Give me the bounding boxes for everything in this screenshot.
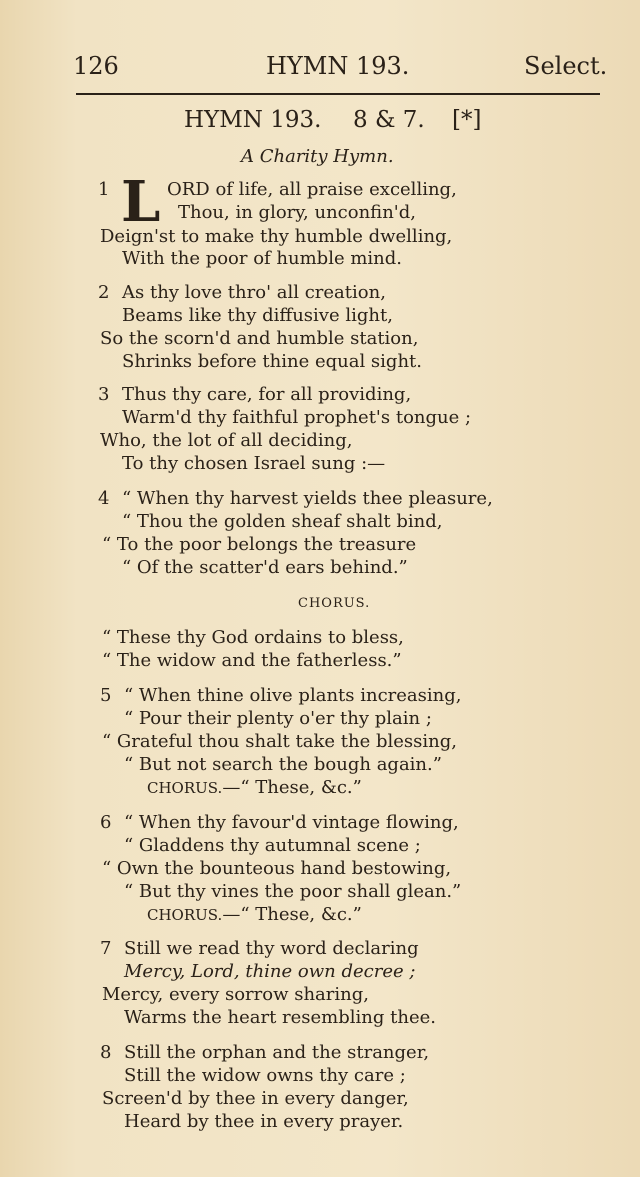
stanza-number: 5 bbox=[100, 685, 112, 706]
chorus-ref-text: —“ These, &c.” bbox=[222, 904, 362, 925]
verse-line: With the poor of humble mind. bbox=[122, 248, 403, 269]
page-number: 126 bbox=[73, 52, 119, 80]
chorus-ref-text: —“ These, &c.” bbox=[222, 777, 362, 798]
verse-line: Still we read thy word declaring bbox=[124, 938, 419, 959]
chorus-reference bbox=[147, 777, 362, 799]
verse-line: “ But thy vines the poor shall glean.” bbox=[124, 881, 462, 902]
verse-line: So the scorn'd and humble station, bbox=[100, 328, 419, 349]
verse-line: Shrinks before thine equal sight. bbox=[122, 351, 422, 372]
hymn-mark: [*] bbox=[452, 107, 482, 133]
verse-line: “ But not search the bough again.” bbox=[124, 754, 442, 775]
verse-line: “ When thy favour'd vintage flowing, bbox=[124, 812, 459, 833]
verse-line: ORD of life, all praise excelling, bbox=[167, 179, 457, 200]
verse-line: “ Gladdens thy autumnal scene ; bbox=[124, 835, 421, 856]
verse-line: “ To the poor belongs the treasure bbox=[102, 534, 417, 555]
verse-line: Warm'd thy faithful prophet's tongue ; bbox=[122, 407, 472, 428]
chorus-label: CHORUS. bbox=[147, 779, 223, 797]
verse-line: Who, the lot of all deciding, bbox=[100, 430, 353, 451]
drop-cap: L bbox=[121, 169, 161, 235]
hymn-subtitle: A Charity Hymn. bbox=[241, 146, 394, 167]
verse-line: Mercy, every sorrow sharing, bbox=[102, 984, 369, 1005]
verse-line: Thou, in glory, unconfin'd, bbox=[178, 202, 416, 223]
header-rule bbox=[76, 93, 600, 95]
verse-line: “ When thy harvest yields thee pleasure, bbox=[122, 488, 493, 509]
verse-line: “ Own the bounteous hand bestowing, bbox=[102, 858, 452, 879]
chorus-label: CHORUS. bbox=[147, 906, 223, 924]
chorus-heading: CHORUS. bbox=[298, 596, 371, 611]
verse-line: To thy chosen Israel sung :— bbox=[122, 453, 386, 474]
verse-line: “ Thou the golden sheaf shalt bind, bbox=[122, 511, 443, 532]
section-label: Select. bbox=[524, 52, 608, 80]
hymn-title: HYMN 193. bbox=[184, 107, 322, 133]
verse-line: Still the orphan and the stranger, bbox=[124, 1042, 430, 1063]
verse-line: “ Pour their plenty o'er thy plain ; bbox=[124, 708, 432, 729]
stanza-number: 1 bbox=[98, 179, 110, 200]
verse-line: Screen'd by thee in every danger, bbox=[102, 1088, 409, 1109]
verse-line: Thus thy care, for all providing, bbox=[122, 384, 412, 405]
chorus-reference bbox=[147, 904, 362, 926]
chorus-line: “ The widow and the fatherless.” bbox=[102, 650, 402, 671]
verse-line: Mercy, Lord, thine own decree ; bbox=[124, 961, 416, 982]
stanza-number: 8 bbox=[100, 1042, 112, 1063]
verse-line: Warms the heart resembling thee. bbox=[124, 1007, 436, 1028]
verse-line: Beams like thy diffusive light, bbox=[122, 305, 393, 326]
running-header bbox=[0, 52, 640, 86]
verse-line: Heard by thee in every prayer. bbox=[124, 1111, 404, 1132]
chorus-line: “ These thy God ordains to bless, bbox=[102, 627, 404, 648]
verse-line: Deign'st to make thy humble dwelling, bbox=[100, 226, 453, 247]
verse-line: “ When thine olive plants increasing, bbox=[124, 685, 462, 706]
stanza-number: 2 bbox=[98, 282, 110, 303]
running-title: HYMN 193. bbox=[266, 52, 410, 80]
hymn-meter: 8 & 7. bbox=[353, 107, 425, 133]
verse-line: As thy love thro' all creation, bbox=[122, 282, 386, 303]
stanza-number: 4 bbox=[98, 488, 110, 509]
stanza-number: 3 bbox=[98, 384, 110, 405]
verse-line: Still the widow owns thy care ; bbox=[124, 1065, 406, 1086]
verse-line: “ Grateful thou shalt take the blessing, bbox=[102, 731, 457, 752]
stanza-number: 6 bbox=[100, 812, 112, 833]
verse-line: “ Of the scatter'd ears behind.” bbox=[122, 557, 408, 578]
stanza-number: 7 bbox=[100, 938, 112, 959]
